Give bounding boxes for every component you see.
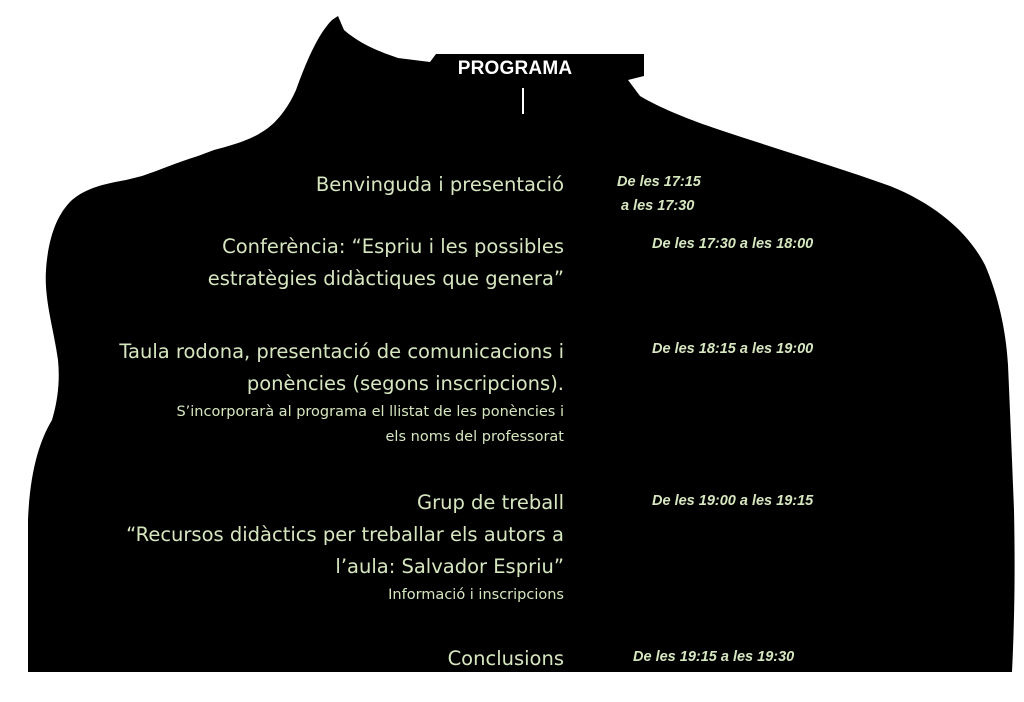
item-title-line: Taula rodona, presentació de comunicacions i: [119, 340, 564, 363]
item-title-line: Conclusions: [447, 647, 564, 670]
item-note-line: Informació i inscripcions: [388, 587, 564, 603]
item-title-line: ponències (segons inscripcions).: [246, 372, 564, 395]
item-title-line: Conferència: “Espriu i les possibles: [222, 235, 564, 258]
item-time-conference: De les 17:30 a les 18:00: [652, 236, 814, 252]
time-line: De les 17:15: [617, 174, 701, 190]
program-title: PROGRAMA: [457, 58, 573, 79]
item-note-line: els noms del professorat: [385, 429, 564, 445]
item-time-welcome: [617, 170, 701, 218]
program-item-conference: [44, 231, 564, 295]
time-line: a les 17:30: [621, 198, 695, 214]
program-item-round-table: [44, 336, 564, 450]
item-title-line: “Recursos didàctics per treballar els autors a: [126, 523, 564, 546]
text-cursor: [522, 88, 524, 114]
item-title-line: l’aula: Salvador Espriu”: [335, 555, 564, 578]
item-time-conclusions: De les 19:15 a les 19:30: [633, 649, 795, 665]
program-item-welcome: [44, 169, 564, 201]
item-time-round-table: De les 18:15 a les 19:00: [652, 341, 814, 357]
item-note-line: S’incorporarà al programa el llistat de les ponències i: [176, 404, 564, 420]
program-item-working-group: [44, 487, 564, 608]
item-title-line: Benvinguda i presentació: [315, 173, 564, 196]
item-title-line: estratègies didàctiques que genera”: [207, 267, 564, 290]
item-time-working-group: De les 19:00 a les 19:15: [652, 493, 814, 509]
item-title-line: Grup de treball: [416, 491, 564, 514]
program-item-conclusions: [44, 643, 564, 675]
